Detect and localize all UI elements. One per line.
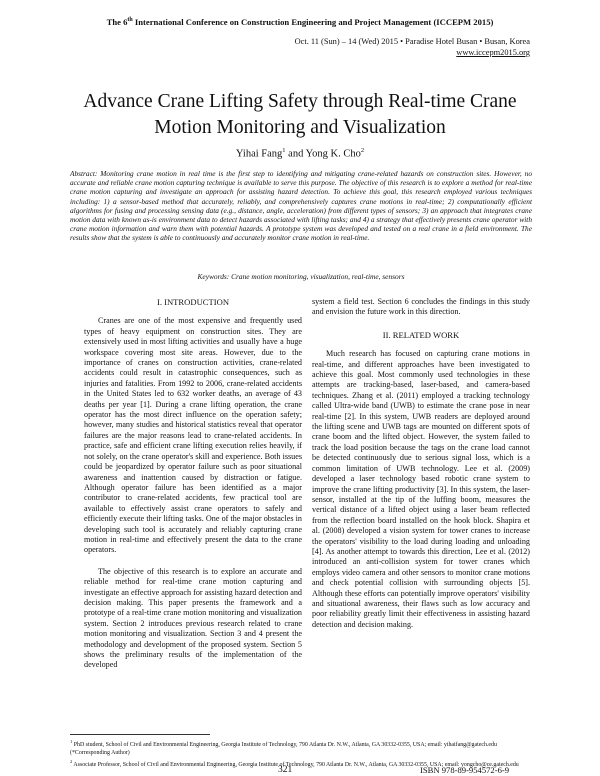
intro-paragraph-1: Cranes are one of the most expensive and frequently used types of heavy equipment on construction sites. They are extensively used in most lifting activities and usually have a huge workspace covering most site areas. However, due to the importance of cranes on construction activities, crane-related accidents could result in catastrophic consequences, such as injuries and fatalities. From 1992 to 2006, crane-related accidents in the United States led to 632 worker deaths, an average of 43 deaths per year [1]. During a crane lifting operation, the crane operator has the most direct influence on the operation safety; however, many studies and historical statistics reveal that operator failures are the major reasons lead to crane-related accidents. In practice, safe and efficient crane lifting execution relies heavily, if not solely, on the crane operator's skill and experience. Both issues could be jeopardized by operator failure such as poor situational awareness and inattention caused by distraction or fatigue. Although operator failure has been identified as a major contributor to crane-related accidents, few practical tool are available to effectively assist crane operators to safely and efficiently execute their lifting tasks. One of the major obstacles in developing such tool is accurately and reliably capturing crane motion in real-time and effectively present the data to the crane operators. — [84, 316, 302, 555]
conference-date-venue: Oct. 11 (Sun) – 14 (Wed) 2015 • Paradise Hotel Busan • Busan, Korea — [294, 37, 530, 46]
page-number: 321 — [278, 765, 293, 775]
keywords: Keywords: Crane motion monitoring, visualization, real-time, sensors — [197, 272, 405, 281]
author-1: Yihai Fang — [235, 148, 283, 160]
paper-title-line2: Motion Monitoring and Visualization — [154, 117, 446, 139]
conference-header — [0, 12, 600, 30]
paper-title-line1: Advance Crane Lifting Safety through Real-time Crane — [83, 91, 517, 113]
footnote-1: $^1$ PhD student, School of Civil and Environmental Engineering, Georgia Institute of Technology, 790 Atlanta Dr. N.W., Atlanta, GA 30332-0355, USA; email: yihaifang@gatech.edu (*Corresponding Author) — [70, 739, 497, 756]
footnote-divider — [70, 734, 210, 735]
author-list: Yihai Fang$^1$ and Yong K. Cho$^2$ — [235, 147, 365, 160]
conference-url-link[interactable]: www.iccepm2015.org — [456, 48, 530, 57]
author-2: Yong K. Cho — [305, 148, 361, 160]
intro-paragraph-2: The objective of this research is to explore an accurate and reliable method for real-time crane motion capturing and investigate an effective approach for assisting hazard detection and decision making. This paper presents the framework and a prototype of a real-time crane motion monitoring and visualization system. Section 2 introduces previous research related to crane motion monitoring and visualization. Section 3 and 4 present the methodology and development of the proposed system. Section 5 shows the preliminary results of the implementation of the developed — [84, 566, 302, 670]
right-column — [312, 297, 530, 630]
related-work-paragraph-1: Much research has focused on capturing crane motions in real-time, and different approaches have been investigated to achieve this goal. Most commonly used technologies in these attempts are tracking-based, laser-based, and camera-based techniques. Zhang et al. (2011) employed a tracking technology called Ultra-wide band (UWB) to estimate the crane pose in near real-time [2]. In this system, UWB readers are deployed around the lifting scene and UWB tags are mounted on different spots of crane boom and the lifted object. However, the system failed to track the load position because the tags on the crane load cannot be detected continuously due to serious signal loss, which is a common limitation of UWB technology. Lee et al. (2009) developed a laser technology based robotic crane system to improve the crane lifting productivity [3]. In this system, the laser-sensor, installed at the tip of the luffing boom, measures the vertical distance of a lifted object using a laser beam reflected from the reflection board installed on the hook block. Shapira et al. (2008) developed a vision system for tower cranes to increase the operators' visibility to the load during loading and unloading [4]. As another attempt to towards this direction, Lee et al. (2012) introduced an anti-collision system for tower cranes which employs video camera and other sensors to monitor crane motions and check potential collision with surrounding objects [5]. Although these efforts can potentially improve operators' visibility and situational awareness, their flaws such as low accuracy and poor reliability greatly limit their effectiveness in assisting hazard detection and decision making. — [312, 349, 530, 629]
left-column — [84, 297, 302, 671]
footnote-2: $^2$ Associate Professor, School of Civil and Environmental Engineering, Georgia Institute of Technology, 790 Atlanta Dr. N.W., Atlanta, GA 30332-0355, USA; email: yongcho@ce.gatech.edu — [70, 758, 519, 768]
isbn: ISBN 978-89-954572-6-9 — [420, 765, 510, 775]
intro-paragraph-2-continued: system a field test. Section 6 concludes the findings in this study and envision the future work in this direction. — [312, 297, 530, 317]
abstract: Abstract: Monitoring crane motion in real time is the first step to identifying and mitigating crane-related hazards on construction sites. However, no accurate and reliable crane motion capturing technique is available to serve this purpose. The objective of this research is to explore a method for real-time crane motion capturing and investigate an approach for assisting hazard detection. To achieve this goal, this research employed various techniques including: 1) a sensor-based method that accurately, reliably, and comprehensively captures crane motions in real-time; 2) computationally efficient algorithms for fusing and processing sensing data (e.g., distance, angle, acceleration) from different types of sensors; 3) an approach that integrates crane motion data with known as-is environment data to detect hazards associated with lifting tasks; and 4) a strategy that effectively presents crane operator with crane motion information and warn them with potential hazards. A prototype system was developed and tested on a real crane in a field environment. The results show that the system is able to continuously and accurately monitor crane motion in real-time. — [70, 169, 532, 243]
paper-title — [40, 89, 560, 141]
section-heading-introduction: I. INTRODUCTION — [156, 297, 230, 307]
section-heading-related-work: II. RELATED WORK — [382, 329, 460, 340]
conference-name: The 6th International Conference on Construction Engineering and Project Management (ICCEPM 2015) — [106, 17, 494, 27]
